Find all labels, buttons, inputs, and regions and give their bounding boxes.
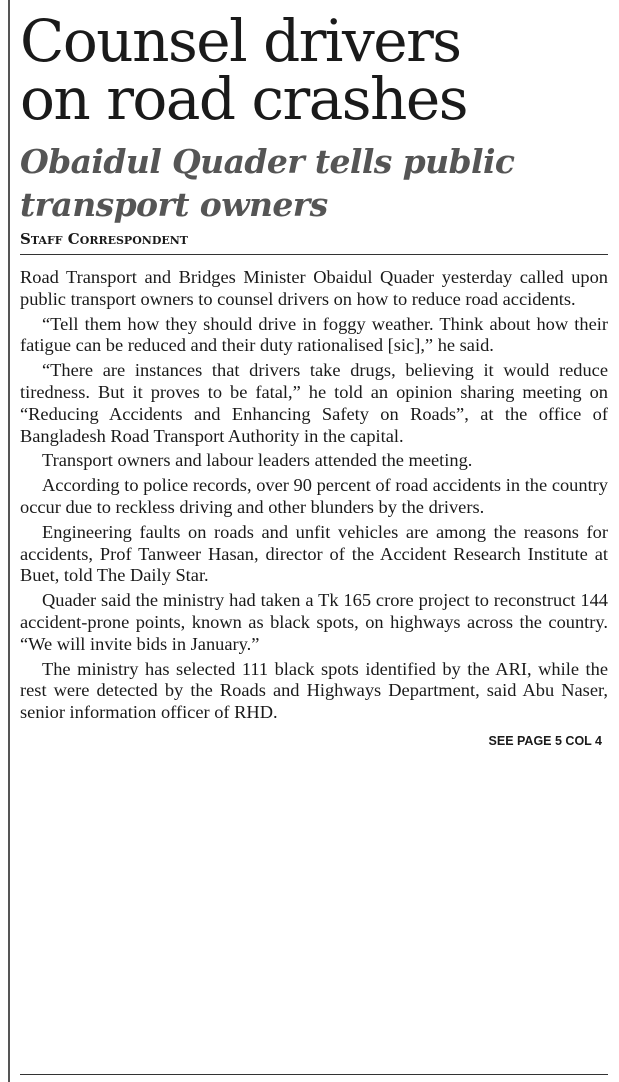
paragraph-3: “There are instances that drivers take drugs, believing it would reduce tiredness. But it proves to be fatal,” he told an opinion sharing meeting on “Reducing Accidents and Enhancing Safety on Roads”, at the office of Bangladesh Road Transport Authority in the capital. xyxy=(20,360,608,446)
column-rule-bottom xyxy=(20,1074,608,1075)
paragraph-7: Quader said the ministry had taken a Tk 165 crore project to reconstruct 144 accident-prone points, known as black spots, on highways across the country. “We will invite bids in January.” xyxy=(20,590,608,654)
byline: Staff Correspondent xyxy=(20,230,608,255)
continued-jump-line: SEE PAGE 5 COL 4 xyxy=(488,733,602,748)
paragraph-8: The ministry has selected 111 black spots identified by the ARI, while the rest were detected by the Roads and Highways Department, said Abu Naser, senior information officer of RHD. xyxy=(20,658,608,723)
article-body xyxy=(20,267,608,724)
column-rule-left xyxy=(8,0,10,1082)
subheadline-line-1: Obaidul Quader tells public xyxy=(20,142,515,181)
paragraph-5: According to police records, over 90 percent of road accidents in the country occur due to reckless driving and other blunders by the drivers. xyxy=(20,475,608,517)
paragraph-1: Road Transport and Bridges Minister Obaidul Quader yesterday called upon public transport owners to counsel drivers on how to reduce road accidents. xyxy=(20,267,608,309)
subheadline-line-2: transport owners xyxy=(20,185,328,224)
headline xyxy=(20,7,608,133)
headline-line-2: on road crashes xyxy=(20,65,467,133)
headline-line-1: Counsel drivers xyxy=(20,7,461,75)
subheadline xyxy=(20,140,608,226)
paragraph-2: “Tell them how they should drive in foggy weather. Think about how their fatigue can be reduced and their duty rationalised [sic],” he said. xyxy=(20,313,608,356)
paragraph-6: Engineering faults on roads and unfit vehicles are among the reasons for accidents, Prof Tanweer Hasan, director of the Accident Research Institute at Buet, told The Daily Star. xyxy=(20,521,608,586)
paragraph-4: Transport owners and labour leaders attended the meeting. xyxy=(42,450,473,471)
news-article xyxy=(20,0,608,748)
